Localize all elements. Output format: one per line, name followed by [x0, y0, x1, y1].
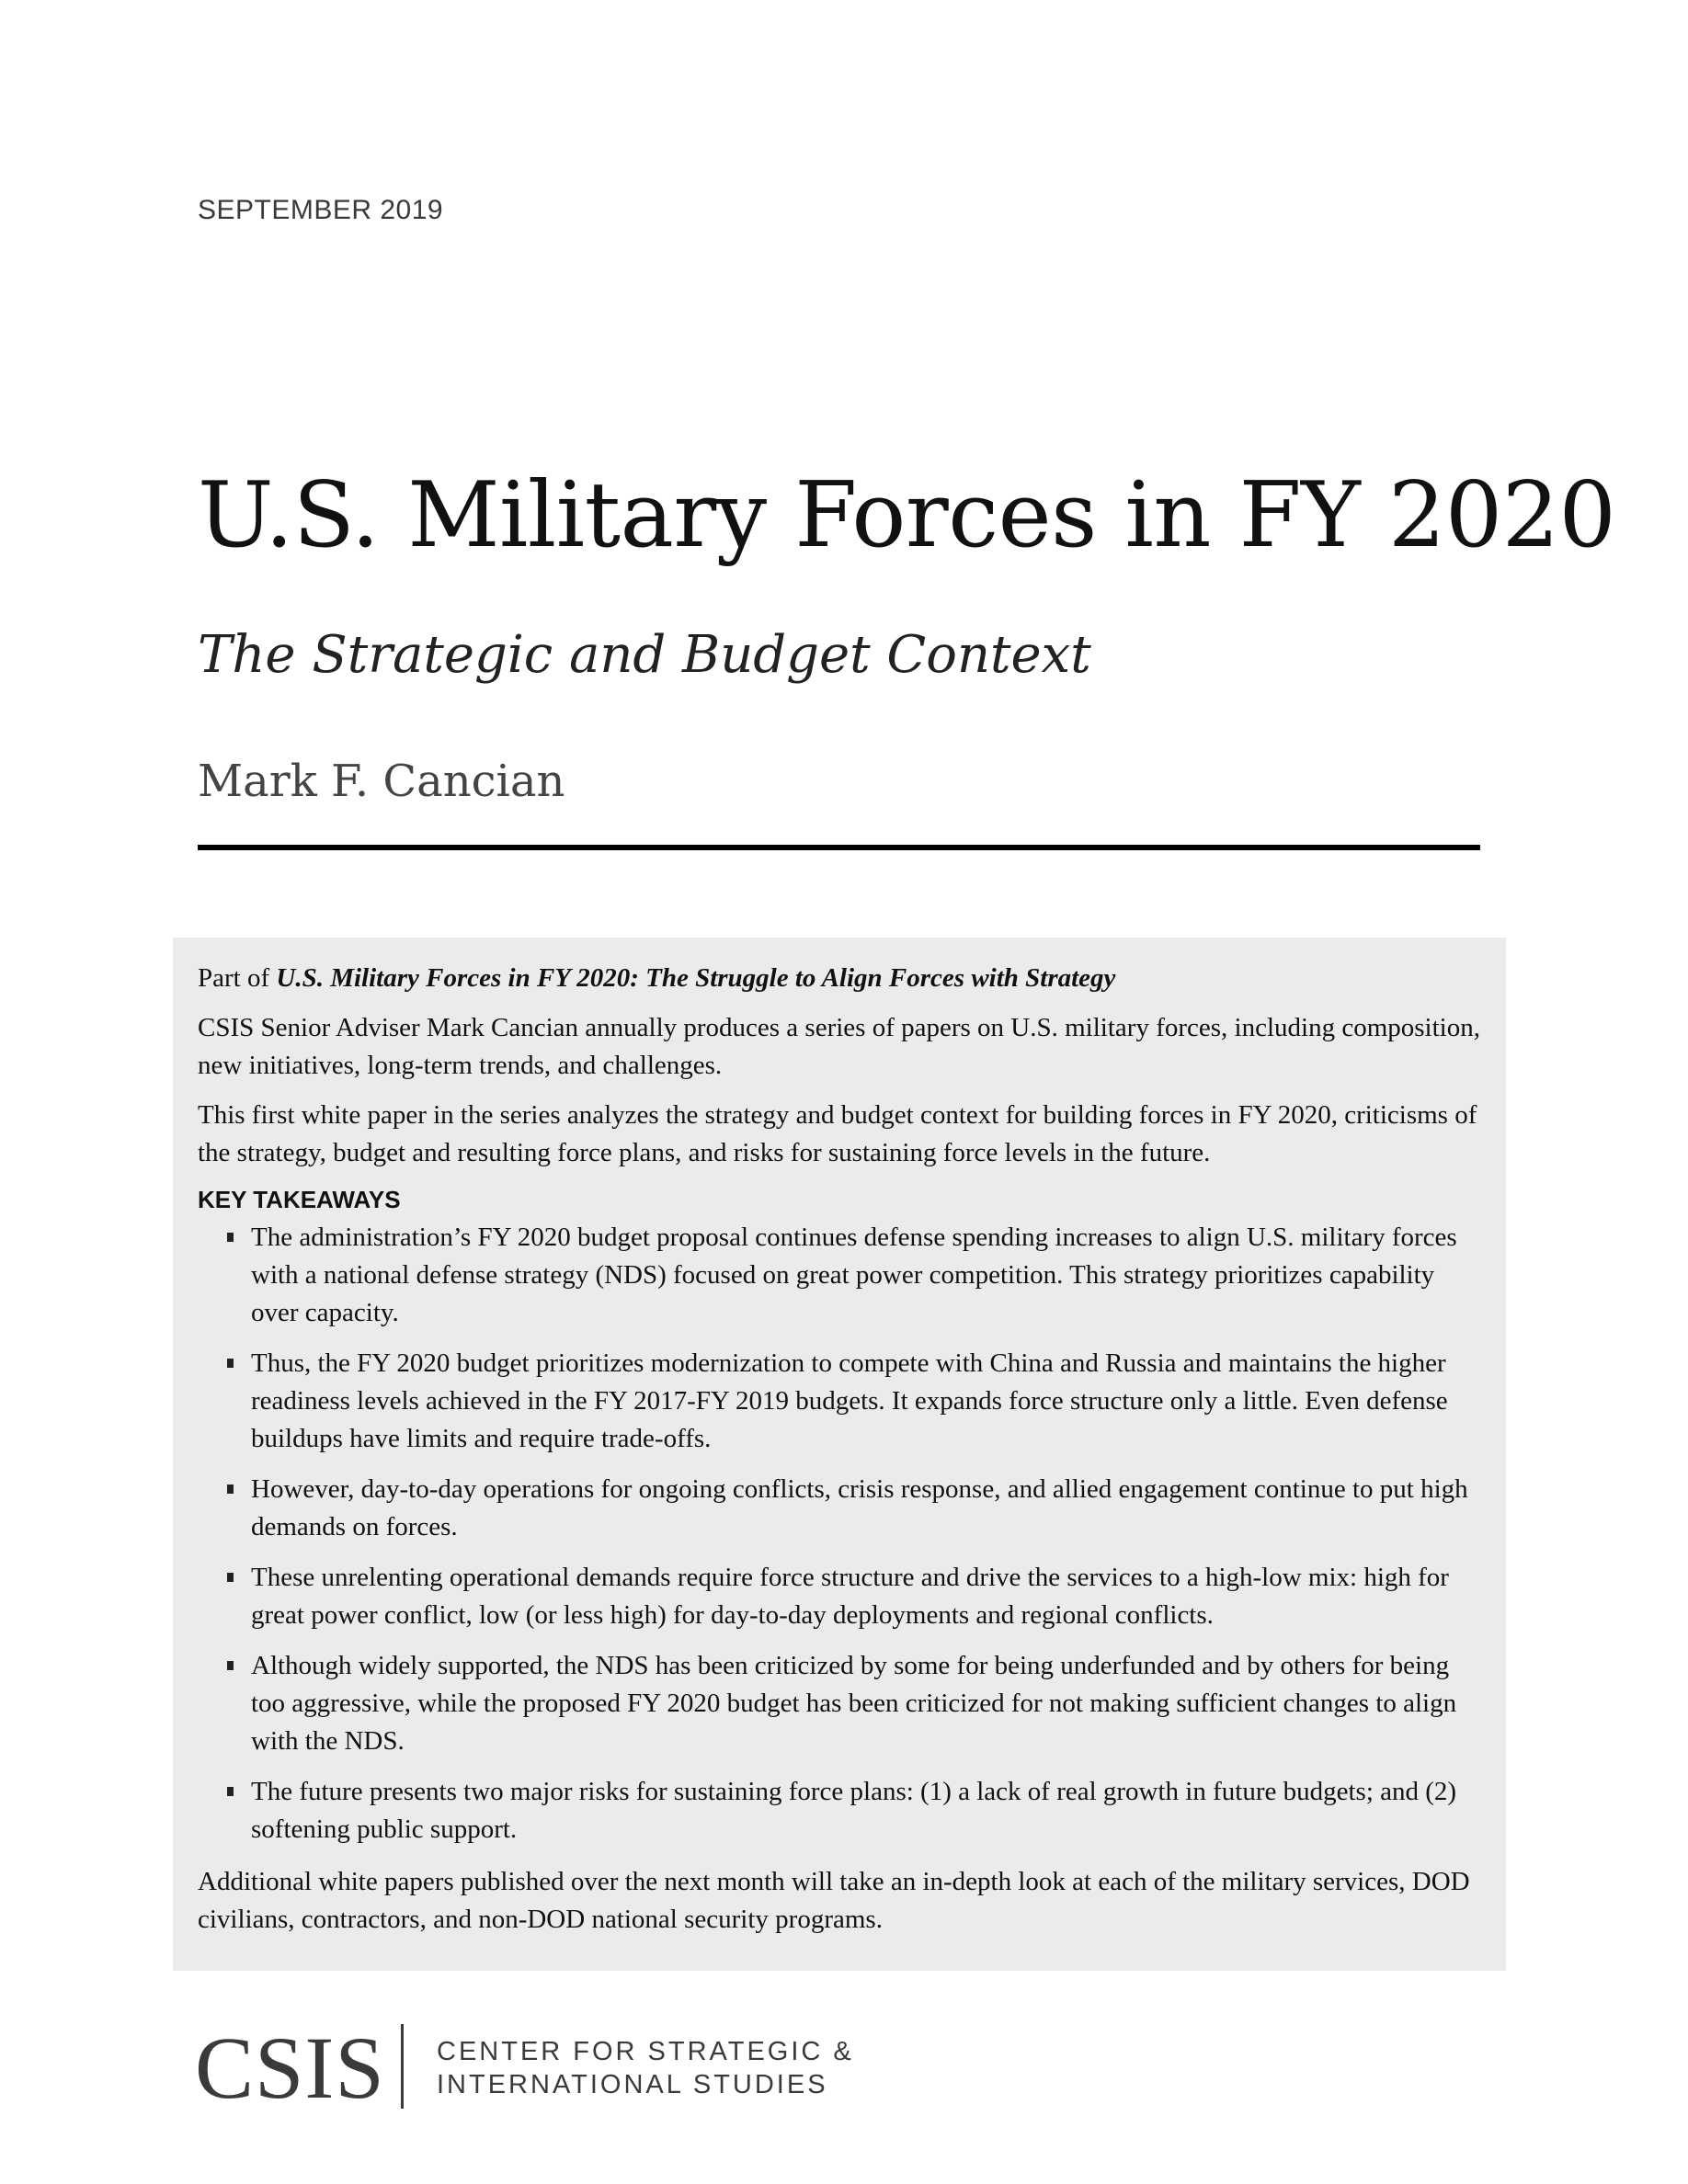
takeaway-text: The future presents two major risks for sustaining force plans: (1) a lack of real growth in future budgets; and (2) softening public support. [251, 1777, 1457, 1844]
series-line [198, 960, 1482, 997]
takeaway-text: These unrelenting operational demands require force structure and drive the services to a high-low mix: high for great power conflict, low (or less high) for day-to-day deployments and regional conflicts. [251, 1563, 1449, 1630]
bullet-icon [227, 1661, 234, 1670]
report-title: U.S. Military Forces in FY 2020 [198, 463, 1616, 568]
takeaway-text: The administration’s FY 2020 budget proposal continues defense spending increases to align U.S. military forces with a national defense strategy (NDS) focused on great power competition. This strategy prioritizes capability over capacity. [251, 1223, 1457, 1327]
takeaway-text: Although widely supported, the NDS has been criticized by some for being underfunded and by others for being too aggressive, while the proposed FY 2020 budget has been criticized for not making sufficient changes to align with the NDS. [251, 1651, 1457, 1756]
bullet-icon [227, 1359, 234, 1368]
logo-divider [401, 2024, 404, 2109]
csis-logo-mark: CSIS [195, 2019, 385, 2117]
intro-paragraph: CSIS Senior Adviser Mark Cancian annually produces a series of papers on U.S. military forces, including composition, new initiatives, long-term trends, and challenges. [198, 1013, 1480, 1080]
takeaway-item [198, 1647, 1482, 1760]
report-subtitle: The Strategic and Budget Context [198, 625, 1091, 685]
takeaway-item [198, 1345, 1482, 1458]
title-divider [198, 845, 1480, 850]
series-prefix: Part of [198, 963, 277, 993]
bullet-icon [227, 1484, 234, 1494]
bullet-icon [227, 1573, 234, 1582]
summary-box [173, 938, 1506, 1971]
closing-paragraph: Additional white papers published over the next month will take an in-depth look at each of the military services, DOD civilians, contractors, and non-DOD national security programs. [198, 1867, 1470, 1934]
bullet-icon [227, 1787, 234, 1796]
key-takeaways-list [198, 1219, 1482, 1848]
description-paragraph: This first white paper in the series analyzes the strategy and budget context for building forces in FY 2020, criticisms of the strategy, budget and resulting force plans, and risks for sustaining force levels in the future. [198, 1100, 1477, 1167]
takeaway-item [198, 1559, 1482, 1634]
key-takeaways-heading: KEY TAKEAWAYS [198, 1186, 401, 1213]
organization-name-line-1: CENTER FOR STRATEGIC & [437, 2037, 854, 2066]
bullet-icon [227, 1233, 234, 1242]
organization-name-line-2: INTERNATIONAL STUDIES [437, 2070, 828, 2099]
takeaway-item [198, 1773, 1482, 1848]
author-name: Mark F. Cancian [198, 756, 565, 807]
takeaway-text: Thus, the FY 2020 budget prioritizes modernization to compete with China and Russia and maintains the higher readiness levels achieved in the FY 2017-FY 2019 budgets. It expands force structure only a little. Even defense buildups have limits and require trade-offs. [251, 1348, 1448, 1453]
series-title: U.S. Military Forces in FY 2020: The Struggle to Align Forces with Strategy [276, 963, 1116, 993]
organization-name [437, 2035, 854, 2101]
takeaway-item [198, 1471, 1482, 1546]
takeaway-item [198, 1219, 1482, 1332]
takeaway-text: However, day-to-day operations for ongoing conflicts, crisis response, and allied engagement continue to put high demands on forces. [251, 1474, 1468, 1541]
publication-date: SEPTEMBER 2019 [198, 195, 444, 225]
